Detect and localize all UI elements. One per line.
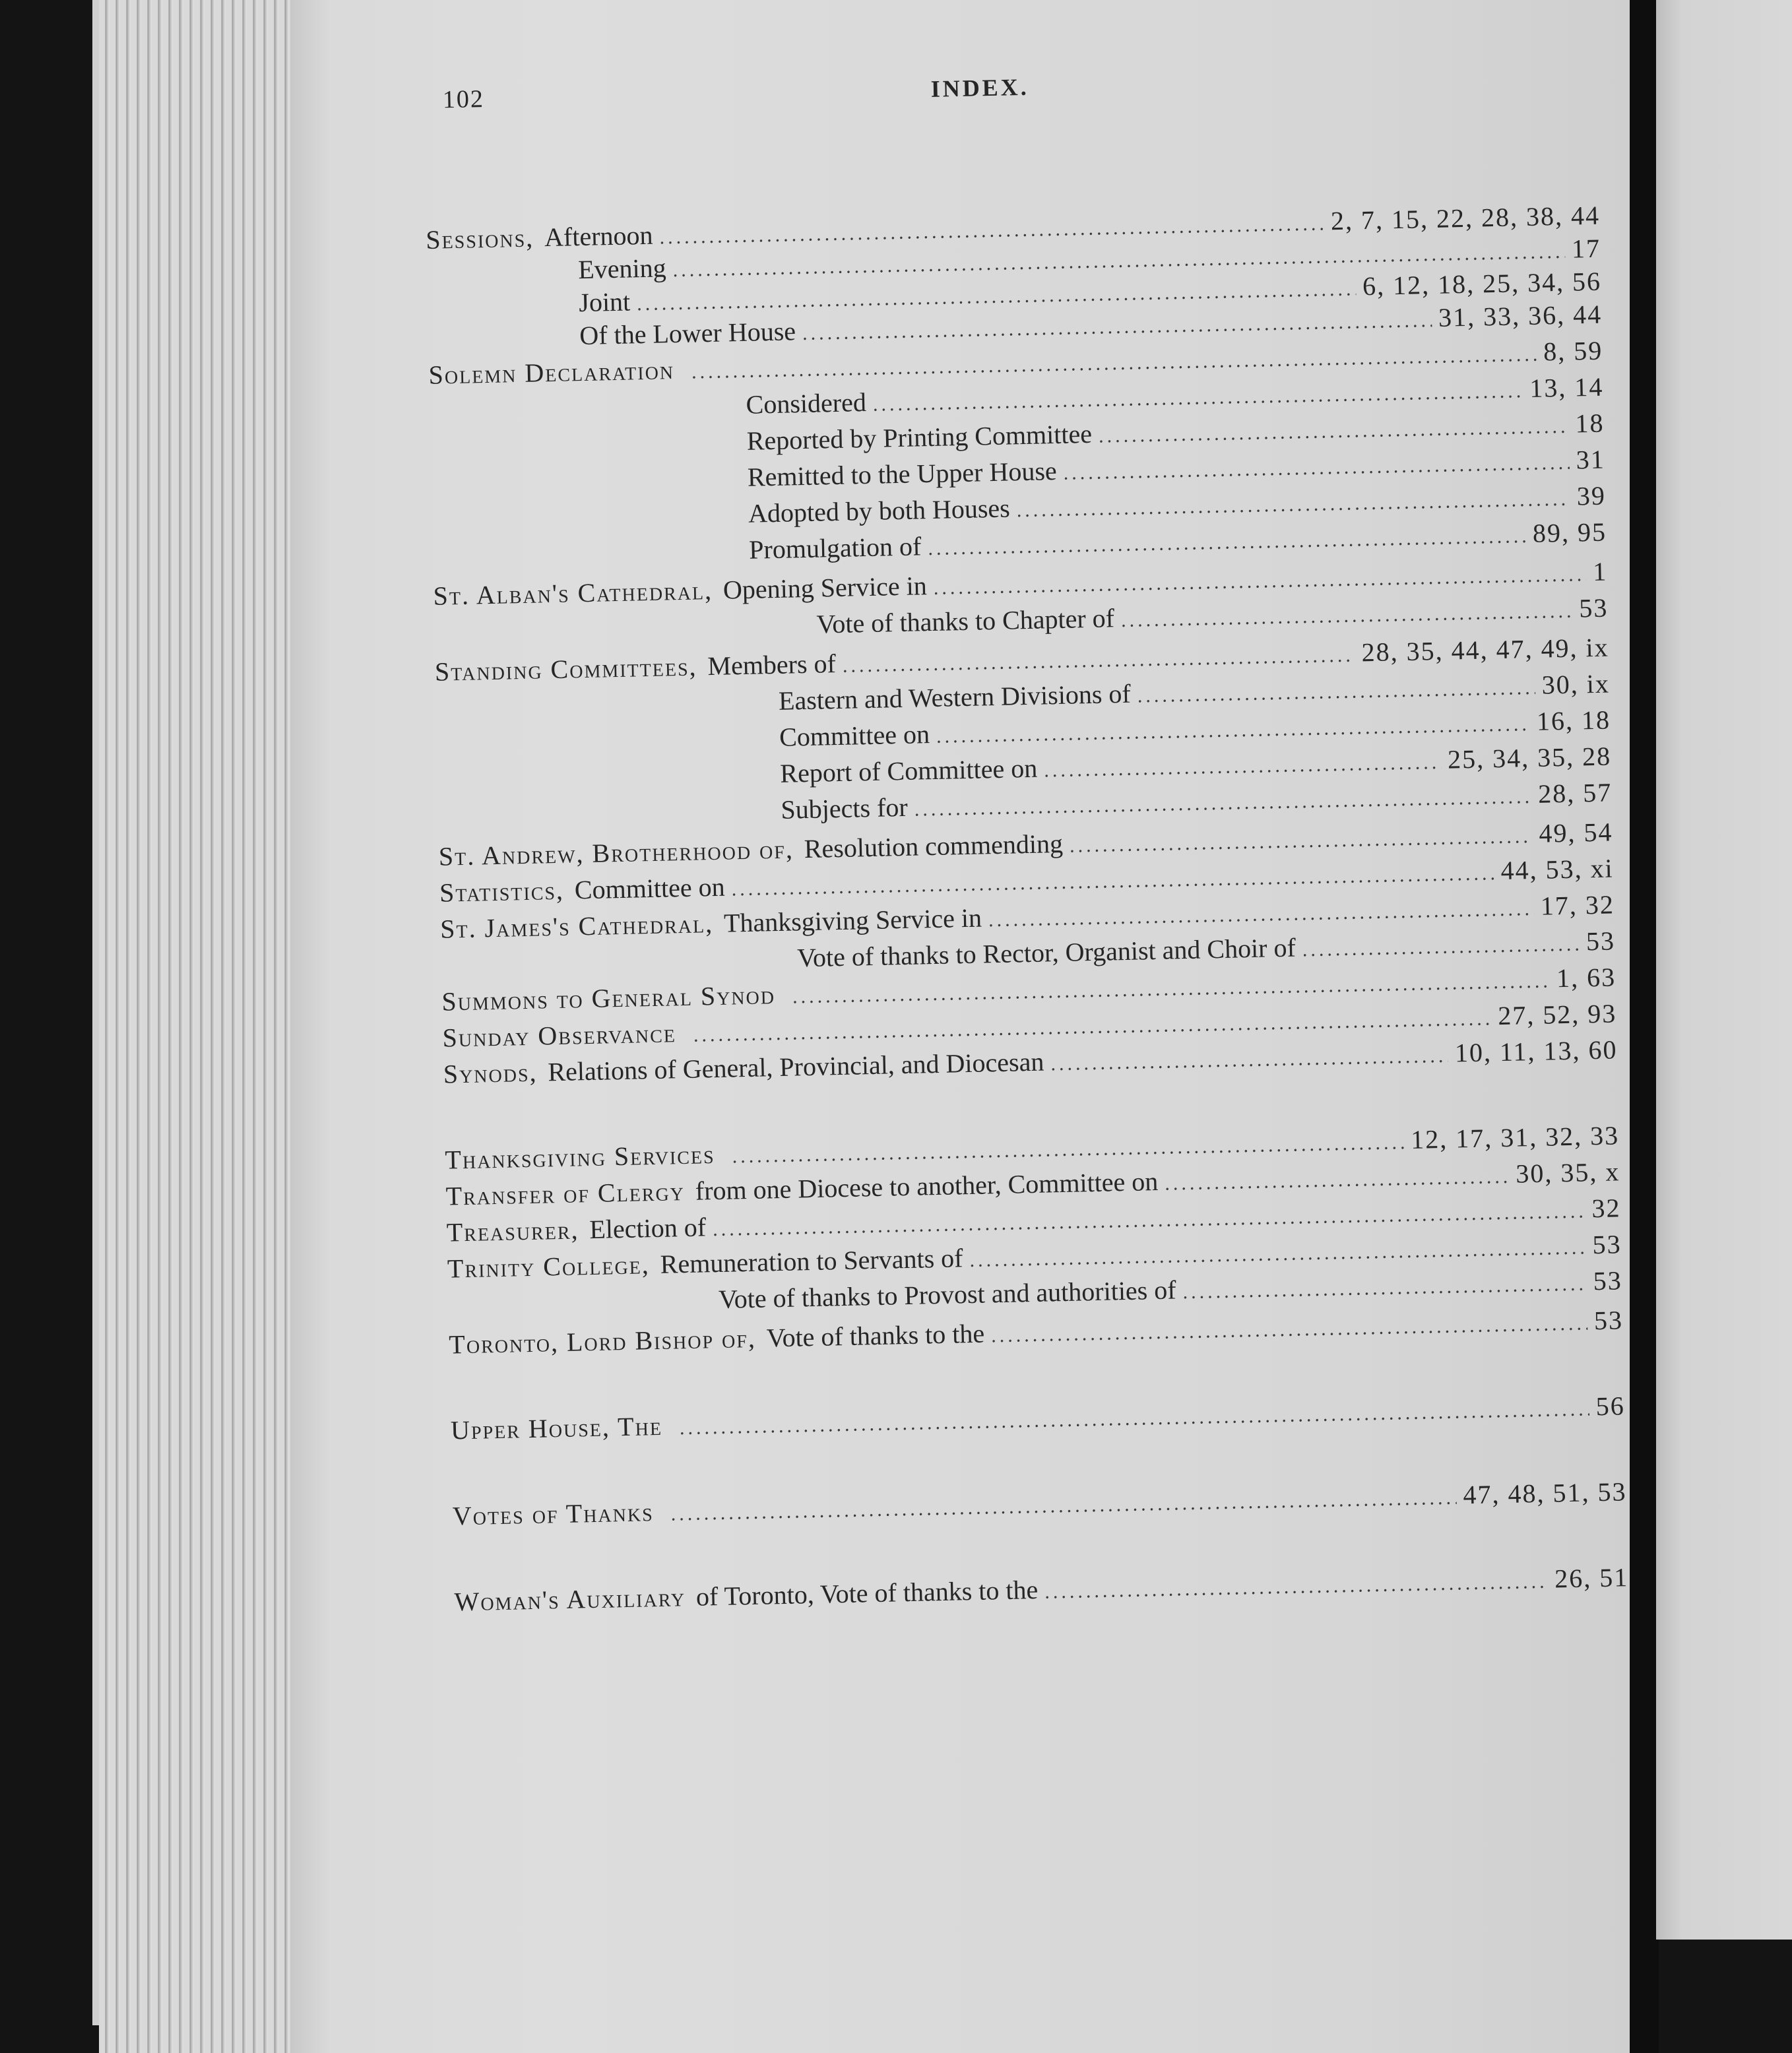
entry-heading: Solemn Declaration [428,355,675,390]
entry-subject: Resolution commending [804,828,1064,864]
entry-subject: Reported by Printing Committee [746,418,1093,456]
entry-subject: Considered [746,387,867,420]
entry-heading: Transfer of Clergy [445,1176,686,1211]
entry-heading: St. Andrew, Brotherhood of, [438,834,794,871]
entry-heading: Upper House, The [450,1410,663,1445]
index-entry [454,1562,1629,1619]
entry-pages: 2, 7, 15, 22, 28, 38, 44 [1330,200,1601,236]
entry-heading: St. Alban's Cathedral, [433,575,713,611]
entry-pages: 53 [1593,1305,1624,1336]
entry-pages: 1, 63 [1556,962,1616,994]
entry-subject: Evening [577,253,667,285]
entry-pages: 18 [1575,408,1605,439]
entry-heading: Statistics, [439,875,565,908]
entry-pages: 30, ix [1541,668,1611,700]
dot-leader [1182,1273,1587,1304]
entry-pages: 1 [1592,556,1608,587]
entry-heading: Synods, [443,1057,538,1089]
dot-leader [1070,825,1533,858]
dot-leader [1016,488,1570,522]
entry-subject: Promulgation of [748,531,922,565]
entry-subject: Adopted by both Houses [748,493,1011,528]
entry-heading: Woman's Auxiliary [454,1582,686,1617]
entry-pages: 53 [1592,1229,1622,1260]
entry-subject: Thanksgiving Service in [723,902,982,938]
entry-heading: Toronto, Lord Bishop of, [448,1323,757,1360]
entry-pages: 6, 12, 18, 25, 34, 56 [1362,266,1602,301]
dot-leader [680,1398,1590,1439]
dot-leader [991,1312,1588,1347]
entry-pages: 16, 18 [1536,705,1611,736]
entry-subject: Election of [589,1212,707,1245]
running-title: INDEX. [930,73,1030,102]
dot-leader [936,713,1531,748]
dot-leader [843,645,1355,678]
gutter-shadow [1630,0,1659,2053]
entry-heading: Trinity College, [447,1249,651,1284]
entry-pages: 17, 32 [1540,889,1615,921]
dot-leader [670,1487,1457,1526]
entry-subject: Joint [578,286,631,318]
entry-heading: Thanksgiving Services [445,1139,716,1175]
entry-heading: Sessions, [425,222,534,255]
dot-leader [1050,1045,1448,1076]
dot-leader [988,898,1535,932]
entry-subject: Members of [707,648,837,681]
entry-pages: 27, 52, 93 [1497,998,1617,1031]
entry-pages: 53 [1585,926,1616,957]
index-entry [451,1390,1626,1447]
entry-heading: Standing Committees, [434,651,697,687]
entry-heading: Treasurer, [446,1215,579,1248]
entry-subject: Committee on [574,871,726,905]
entry-subject: Relations of General, Provincial, and Diocesan [547,1046,1044,1087]
dot-leader [914,786,1531,821]
entry-pages: 47, 48, 51, 53 [1463,1476,1627,1510]
index-content [422,48,1630,1656]
entry-pages: 31, 33, 36, 44 [1438,299,1603,332]
dot-leader [1137,677,1535,708]
entry-subject: from one Diocese to another, Committee on [695,1166,1159,1206]
dot-leader [1044,751,1442,782]
entry-subject: Vote of thanks to the [766,1318,985,1353]
entry-pages: 13, 14 [1529,371,1604,403]
dot-leader [1044,1571,1549,1604]
entry-pages: 10, 11, 13, 60 [1454,1034,1618,1068]
entry-pages: 17 [1571,233,1601,264]
entry-heading: Votes of Thanks [452,1497,655,1531]
entry-subject: Eastern and Western Divisions of [778,678,1132,716]
book-page-edges [99,0,310,2053]
entry-subject: Afternoon [544,220,653,253]
dot-leader [1063,452,1570,485]
entry-pages: 31 [1576,444,1606,475]
dot-leader [969,1236,1586,1272]
entry-subject: Of the Lower House [579,316,796,351]
entry-pages: 39 [1576,480,1607,511]
entry-subject: Committee on [779,719,930,752]
dot-leader [1165,1166,1510,1195]
entry-heading: St. James's Cathedral, [439,908,714,944]
entry-pages: 53 [1578,592,1609,623]
entry-pages: 44, 53, xi [1500,853,1615,886]
dot-leader [928,525,1526,560]
entry-pages: 28, 35, 44, 47, 49, ix [1361,632,1610,668]
entry-subject: Subjects for [781,792,909,825]
page-number: 102 [442,85,485,114]
dot-leader [1302,933,1580,962]
entry-pages: 53 [1593,1265,1623,1296]
entry-subject: Remitted to the Upper House [747,455,1058,492]
entry-pages: 26, 51 [1554,1562,1629,1594]
dot-leader [1099,416,1569,448]
entry-subject: Vote of thanks to Rector, Organist and Choir of [796,932,1296,973]
entry-subject: Remuneration to Servants of [660,1243,963,1279]
entry-pages: 28, 57 [1537,777,1613,809]
entry-pages: 25, 34, 35, 28 [1447,741,1612,774]
entry-pages: 30, 35, x [1515,1156,1620,1189]
dot-leader [1121,600,1573,632]
entry-subject: Opening Service in [722,571,928,605]
entry-pages: 8, 59 [1543,335,1603,367]
index-entry [452,1476,1627,1533]
facing-page [1656,0,1792,1940]
entry-subject: Report of Committee on [779,753,1038,788]
entry-pages: 49, 54 [1539,817,1613,848]
entry-heading: Sunday Observance [442,1018,677,1053]
entry-pages: 56 [1595,1391,1626,1422]
entry-pages: 32 [1591,1193,1621,1224]
entry-heading: Summons to General Synod [441,980,776,1017]
entry-pages: 12, 17, 31, 32, 33 [1410,1120,1620,1154]
entry-subject: Vote of thanks to Provost and authorities of [718,1275,1177,1314]
dot-leader [802,309,1432,345]
entry-subject: of Toronto, Vote of thanks to the [695,1574,1039,1612]
entry-subject: Vote of thanks to Chapter of [816,603,1115,639]
entry-pages: 89, 95 [1532,517,1607,548]
